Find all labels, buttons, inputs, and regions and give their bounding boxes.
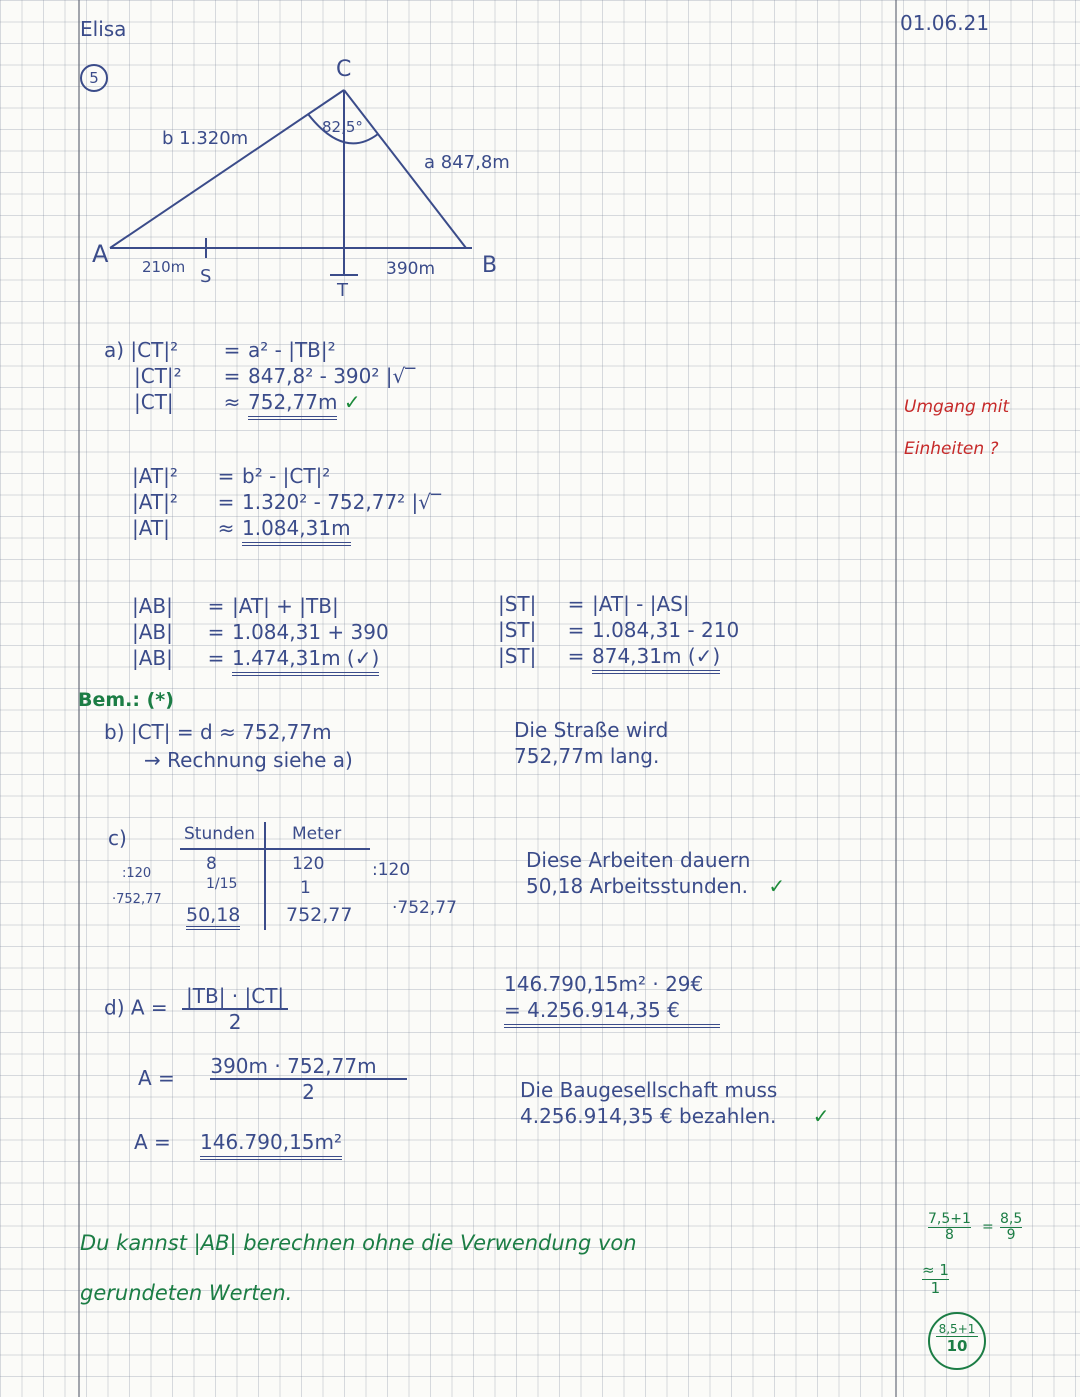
part-d-check-icon: ✓: [812, 1104, 830, 1128]
margin-calc-2-num: 8,5: [1000, 1211, 1023, 1227]
note-mark: Bem.: (*): [78, 689, 174, 711]
ratio-op-right-1: :120: [372, 860, 411, 880]
margin-calc-2: [1000, 1212, 1022, 1244]
st-row-3-sign: =: [567, 644, 585, 668]
ratio-hours-1: 8: [206, 854, 217, 874]
ab-row-2-rhs: 1.084,31 + 390: [232, 620, 389, 644]
margin-calc-1: [928, 1212, 971, 1244]
part-d-cost-2: [504, 998, 720, 1022]
ab-row-3-sign: =: [207, 646, 225, 670]
part-d-answer-1: Die Baugesellschaft muss: [520, 1078, 778, 1102]
triangle-diagram: [90, 50, 650, 301]
ratio-op-left-2: ·752,77: [112, 892, 162, 907]
margin-calc-3-num: ≈ 1: [922, 1261, 949, 1279]
part-d-formula-numerator: |TB| · |CT|: [182, 984, 288, 1010]
part-d-step-lhs: A =: [138, 1065, 175, 1090]
st-row-2-sign: =: [567, 618, 585, 642]
st-row-2-rhs: 1.084,31 - 210: [592, 618, 740, 642]
ct-row-3: [104, 390, 361, 414]
vertex-t: T: [337, 280, 348, 301]
ab-row-3: [132, 646, 379, 670]
ct-row-3-lhs: |CT|: [134, 390, 174, 414]
ab-row-1-sign: =: [207, 594, 225, 618]
part-d-step-numerator: 390m · 752,77m: [210, 1054, 406, 1080]
vertex-s: S: [200, 266, 212, 287]
part-d-formula: [104, 984, 288, 1034]
ab-row-2: [132, 620, 389, 644]
vertex-b: B: [482, 253, 498, 278]
ct-row-2-sign: =: [223, 364, 241, 388]
st-row-2-lhs: |ST|: [498, 618, 537, 642]
ct-check-icon: ✓: [343, 390, 361, 414]
part-d-result-lhs: A =: [134, 1130, 171, 1154]
part-c-label: c): [108, 826, 127, 850]
ab-row-2-sign: =: [207, 620, 225, 644]
ratio-table-header-line: [180, 848, 370, 850]
ab-row-1-lhs: |AB|: [132, 594, 173, 618]
vertex-c: C: [336, 57, 352, 82]
side-b-label: b 1.320m: [162, 128, 249, 149]
ratio-table-divider: [264, 822, 266, 930]
part-d-result: [134, 1130, 342, 1154]
margin-calc-1-num: 7,5+1: [928, 1211, 971, 1227]
at-row-1-sign: =: [217, 464, 235, 488]
part-d-formula-lhs: d) A =: [104, 995, 168, 1020]
st-row-1-sign: =: [567, 592, 585, 616]
segment-tb-label: 390m: [386, 259, 436, 279]
student-name: Elisa: [80, 17, 127, 41]
st-row-3-lhs: |ST|: [498, 644, 537, 668]
at-row-3: [132, 516, 351, 540]
margin-calc-1-den: 8: [944, 1227, 954, 1244]
ct-row-3-sign: ≈: [223, 390, 241, 414]
margin-calc-2-den: 9: [1006, 1227, 1016, 1244]
ratio-header-hours: Stunden: [184, 824, 256, 844]
ratio-op-left-1: :120: [122, 866, 152, 881]
ab-row-1: [132, 594, 339, 618]
at-row-1: [132, 464, 330, 488]
side-a-label: a 847,8m: [424, 152, 510, 173]
feedback-comment-2: gerundeten Werten.: [80, 1281, 293, 1305]
margin-calc-3: [922, 1262, 949, 1296]
margin-calc-eq: =: [982, 1219, 994, 1235]
st-row-1: [498, 592, 690, 616]
ct-row-1: [104, 338, 336, 362]
ct-row-1-lhs: a) |CT|²: [104, 338, 179, 362]
at-row-3-lhs: |AT|: [132, 516, 170, 540]
vertex-a: A: [92, 240, 109, 268]
margin-grade-bottom: 10: [946, 1337, 968, 1355]
at-row-1-lhs: |AT|²: [132, 464, 178, 488]
task-number: 5: [89, 69, 99, 87]
part-d-formula-fraction: [182, 984, 288, 1034]
st-row-3: [498, 644, 720, 668]
ct-row-1-rhs: a² - |TB|²: [248, 338, 336, 362]
ratio-table: [180, 822, 370, 930]
at-row-3-rhs: 1.084,31m: [242, 516, 351, 546]
part-d-formula-denominator: 2: [228, 1010, 242, 1034]
part-d-answer-2: [520, 1104, 829, 1128]
part-d-answer-2-text: 4.256.914,35 € bezahlen.: [520, 1104, 777, 1128]
at-row-2-sign: =: [217, 490, 235, 514]
ct-row-2-rhs: 847,8² - 390² |√‾: [248, 364, 416, 388]
part-d-step-fraction: [210, 1054, 406, 1104]
segment-as-label: 210m: [142, 258, 186, 276]
ratio-hours-2: 1/15: [206, 876, 238, 892]
part-b-line-2: → Rechnung siehe a): [144, 748, 353, 772]
margin-note-1: Umgang mit: [904, 397, 1010, 417]
date: 01.06.21: [900, 11, 990, 35]
part-d-cost-2-value: = 4.256.914,35 €: [504, 998, 720, 1028]
ct-row-2-lhs: |CT|²: [134, 364, 182, 388]
at-row-2: [132, 490, 441, 514]
part-b-line-1: b) |CT| = d ≈ 752,77m: [104, 720, 332, 744]
feedback-comment-1: Du kannst |AB| berechnen ohne die Verwendung von: [80, 1231, 637, 1255]
part-d-step: [138, 1054, 407, 1104]
st-row-3-rhs: 874,31m (✓): [592, 644, 720, 674]
ct-row-2: [104, 364, 415, 388]
ratio-meters-1: 120: [292, 854, 325, 874]
at-row-1-rhs: b² - |CT|²: [242, 464, 331, 488]
part-d-result-value: 146.790,15m²: [200, 1130, 342, 1160]
part-b-answer-2: 752,77m lang.: [514, 744, 660, 768]
ratio-hours-3: 50,18: [186, 904, 240, 930]
ct-row-3-rhs: 752,77m: [248, 390, 337, 420]
angle-c-label: 82,5°: [322, 118, 363, 136]
ab-row-1-rhs: |AT| + |TB|: [232, 594, 339, 618]
ab-row-2-lhs: |AB|: [132, 620, 173, 644]
right-margin-line: [895, 0, 897, 1397]
part-c-check-icon: ✓: [768, 874, 786, 898]
ratio-meters-2: 1: [300, 878, 311, 898]
ratio-op-right-2: ·752,77: [392, 898, 457, 918]
st-row-1-lhs: |ST|: [498, 592, 537, 616]
ab-row-3-lhs: |AB|: [132, 646, 173, 670]
part-c-answer-1: Diese Arbeiten dauern: [526, 848, 751, 872]
at-row-3-sign: ≈: [217, 516, 235, 540]
at-row-2-lhs: |AT|²: [132, 490, 178, 514]
st-row-1-rhs: |AT| - |AS|: [592, 592, 690, 616]
margin-calc-3-den: 1: [930, 1278, 941, 1297]
part-c-answer-2-text: 50,18 Arbeitsstunden.: [526, 874, 748, 898]
st-row-2: [498, 618, 739, 642]
ratio-meters-3: 752,77: [286, 904, 353, 926]
margin-grade-circle: [928, 1312, 986, 1370]
part-d-cost-1: 146.790,15m² · 29€: [504, 972, 704, 996]
margin-note-2: Einheiten ?: [904, 439, 999, 459]
at-row-2-rhs: 1.320² - 752,77² |√‾: [242, 490, 442, 514]
part-c-answer-2: [526, 874, 785, 898]
ct-row-1-sign: =: [223, 338, 241, 362]
ratio-header-meters: Meter: [292, 824, 342, 844]
ab-row-3-rhs: 1.474,31m (✓): [232, 646, 379, 676]
margin-grade-top: 8,5+1: [936, 1322, 978, 1337]
part-b-answer-1: Die Straße wird: [514, 718, 669, 742]
part-d-step-denominator: 2: [302, 1080, 315, 1104]
